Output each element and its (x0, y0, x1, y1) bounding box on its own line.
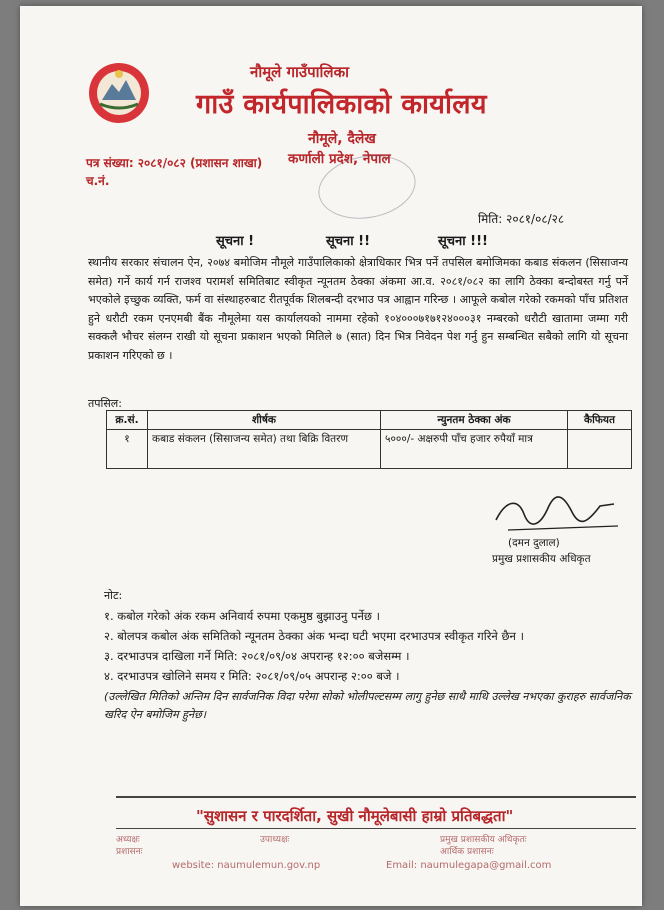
email-value[interactable]: naumulegapa@gmail.com (420, 860, 552, 871)
email-label: Email: (386, 860, 418, 871)
footer-rule-bottom (116, 828, 636, 829)
document-page (20, 6, 642, 906)
notice-word-3: सूचना !!! (438, 234, 488, 249)
province-name: कर्णाली प्रदेश, नेपाल (288, 151, 391, 167)
footer-chair-label: अध्यक्षः (116, 835, 140, 845)
date: मिति: २०८१/०८/२८ (478, 212, 565, 226)
cell-remarks (568, 430, 632, 469)
nepal-emblem-logo (86, 60, 152, 126)
table-row (107, 430, 632, 469)
col-title: शीर्षक (148, 411, 381, 430)
office-title: गाउँ कार्यपालिकाको कार्यालय (196, 89, 487, 120)
schedule-table (106, 410, 632, 469)
letter-number: पत्र संख्या: २०८१/०८२ (प्रशासन शाखा) (86, 156, 263, 170)
footer-email[interactable] (386, 860, 551, 871)
table-header-row (107, 411, 632, 430)
note-item: ४. दरभाउपत्र खोलिने समय र मिति: २०८१/०९/०५ अपरान्ह २:०० बजे । (104, 669, 400, 683)
notice-word-2: सूचना !! (326, 234, 371, 249)
cell-amount: ५०००/- अक्षरुपी पाँच हजार रुपैयाँ मात्र (381, 430, 568, 469)
cell-serial: १ (107, 430, 148, 469)
office-location: नौमूले, दैलेख (308, 131, 376, 147)
dispatch-number: च.नं. (86, 174, 110, 188)
municipality-name: नौमूले गाउँपालिका (250, 63, 349, 81)
tapasil-label: तपसिल: (88, 397, 122, 410)
notice-word-1: सूचना ! (216, 234, 255, 249)
notes-heading: नोट: (104, 589, 123, 602)
footer-finance-label: आर्थिक प्रशासनः (440, 847, 494, 857)
footer-admin-label: प्रशासनः (116, 847, 143, 857)
col-min-amount: न्युनतम ठेक्का अंक (381, 411, 568, 430)
notes-section (104, 586, 634, 724)
note-item: २. बोलपत्र कबोल अंक समितिको न्यूनतम ठेक्का अंक भन्दा घटी भएमा दरभाउपत्र स्वीकृत गरिने छैन । (104, 629, 524, 643)
note-item: ३. दरभाउपत्र दाखिला गर्ने मिति: २०८१/०९/०४ अपरान्ह १२:०० बजेसम्म । (104, 649, 410, 663)
website-label: website: (172, 860, 215, 871)
col-remarks: कैफियत (568, 411, 632, 430)
footer-rule-top (116, 796, 636, 798)
footer-cao-label: प्रमुख प्रशासकीय अधिकृतः (440, 835, 527, 845)
notes-italic: (उल्लेखित मितिको अन्तिम दिन सार्वजनिक विदा परेमा सोको भोलीपल्टसम्म लागु हुनेछ साथै माथि उल्लेख नभएका कुराहरु सार्वजनिक खरिद ऐन बमोजिम हुनेछ। (104, 690, 631, 721)
website-value[interactable]: naumulemun.gov.np (217, 860, 321, 871)
cell-title: कबाड संकलन (सिसाजन्य समेत) तथा बिक्रि वितरण (148, 430, 381, 469)
footer-vicechair-label: उपाध्यक्षः (260, 835, 290, 845)
signatory-title: प्रमुख प्रशासकीय अधिकृत (492, 553, 591, 565)
note-item: १. कबोल गरेको अंक रकम अनिवार्य रुपमा एकमुष्ठ बुझाउनु पर्नेछ । (104, 609, 380, 623)
signatory-name: (दमन दुलाल) (508, 537, 560, 549)
col-serial: क्र.सं. (107, 411, 148, 430)
footer-slogan: "सुशासन र पारदर्शिता, सुखी नौमूलेबासी हाम्रो प्रतिबद्धता" (196, 807, 514, 825)
footer-website[interactable] (172, 860, 320, 871)
notice-body: स्थानीय सरकार संचालन ऐन, २०७४ बमोजिम नौमूले गाउँपालिकाको क्षेत्राधिकार भित्र पर्ने तपसिल बमोजिमका कबाड संकलन (सिसाजन्य समेत) गर्ने कार्य गर्न राजश्व परामर्श समितिबाट स्वीकृत न्यूनतम ठेक्का अंकमा आ.व. २०८१/०८२ का लागि ठेक्का बन्दोबस्त गर्नु पर्ने भएकोले इच्छुक व्यक्ति, फर्म वा संस्थाहरुबाट रीतपूर्वक शिलबन्दी दरभाउ पत्र आह्वान गरिन्छ । आफूले कबोल गरेको रकमको पाँच प्रतिशत हुने धरौटी रकम एनएमबी बैंक नौमूलेमा यस कार्यालयको नाममा रहेको १०४०००७१७१२४०००३१ नम्बरको धरौटी खातामा जम्मा गरी सक्कलै भौचर संलग्न राखी यो सूचना प्रकाशन भएको मितिले ७ (सात) दिन भित्र निवेदन पेश गर्नु हुन सम्बन्धित सबैको लागि यो सूचना प्रकाशन गरिएको छ । (88, 256, 628, 362)
